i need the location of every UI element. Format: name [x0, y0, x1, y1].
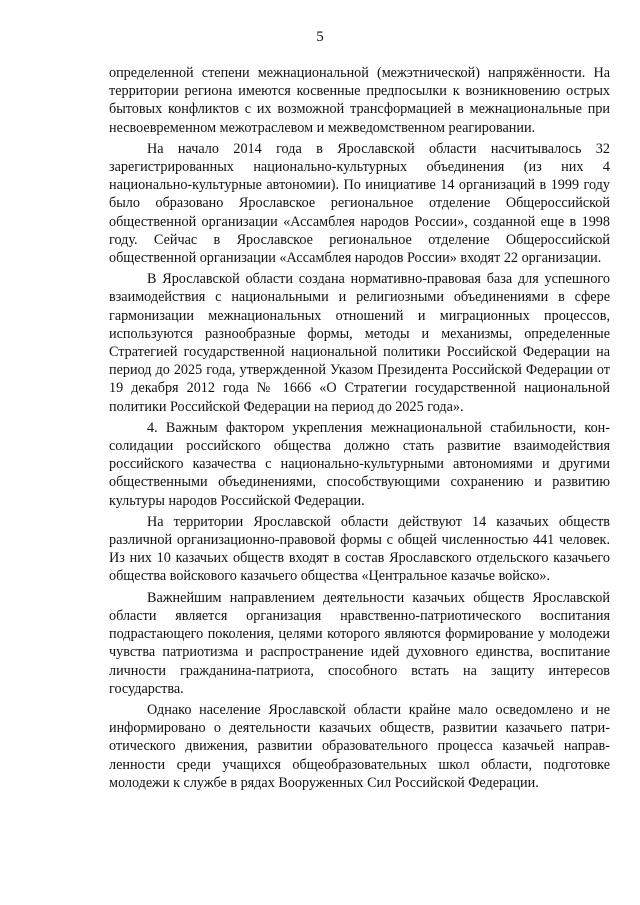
paragraph-2: На начало 2014 года в Ярославской области насчитывалось 32 зарегистрированных национально-культурных объединения (из них 4 национально-культурные автономии). По инициативе 14 организаций в 1999 году было образовано Ярославское региональное отделение Общероссийской общественной организации «Ассамблея народов России», созданной еще в 1998 году. Сейчас в Ярославское региональное отделение Общероссийской общественной организации «Ассамблея народов России» входят 22 организации.: [109, 140, 610, 267]
page-number: 5: [316, 29, 324, 45]
paragraph-4: 4. Важным фактором укрепления межнациональной стабильности, консолидации российского общества должно стать развитие взаимодействия российского казачества с национально-культурными автономиями и другими общественными объединениями, способствующими сохранению и развитию культуры народов Российской Федерации.: [109, 419, 610, 509]
paragraph-1: определенной степени межнациональной (межэтнической) напряжённости. На территории региона имеются косвенные предпосылки к возникновению острых бытовых конфликтов с их возможной трансформацией в межнациональные при несвоевременном межотраслевом и межведомственном реагировании.: [109, 65, 610, 136]
paragraph-7: Однако население Ярославской области крайне мало осведомлено и не информировано о деятельности казачьих обществ, развитии казачьего патриотического движения, развитии образовательного процесса казачьей направленности среди учащихся общеобразовательных школ области, подготовке молодежи к службе в рядах Вооруженных Сил Российской Федерации.: [109, 701, 610, 791]
paragraph-6: Важнейшим направлением деятельности казачьих обществ Ярославской области является организация нравственно-патриотического воспитания подрастающего поколения, целями которого являются формирование у молодежи чувства патриотизма и распространение идей духовного единства, воспитание личности гражданина-патриота, способного встать на защиту интересов государства.: [109, 589, 610, 697]
document-body: [109, 64, 610, 792]
paragraph-5: На территории Ярославской области действуют 14 казачьих обществ различной организационно-правовой формы с общей численностью 441 человек. Из них 10 казачьих обществ входят в состав Ярославского отдельского казачьего общества войскового казачьего общества «Центральное казачье войско».: [109, 513, 610, 585]
paragraph-3: В Ярославской области создана нормативно-правовая база для успешного взаимодействия с национальными и религиозными объединениями в сфере гармонизации межнациональных отношений и миграционных процессов, используются разнообразные формы, методы и механизмы, определенные Стратегией государственной национальной политики Российской Федерации на период до 2025 года, утвержденной Указом Президента Российской Федерации от 19 декабря 2012 года № 1666 «О Стратегии государственной национальной политики Российской Федерации на период до 2025 года».: [109, 271, 610, 415]
